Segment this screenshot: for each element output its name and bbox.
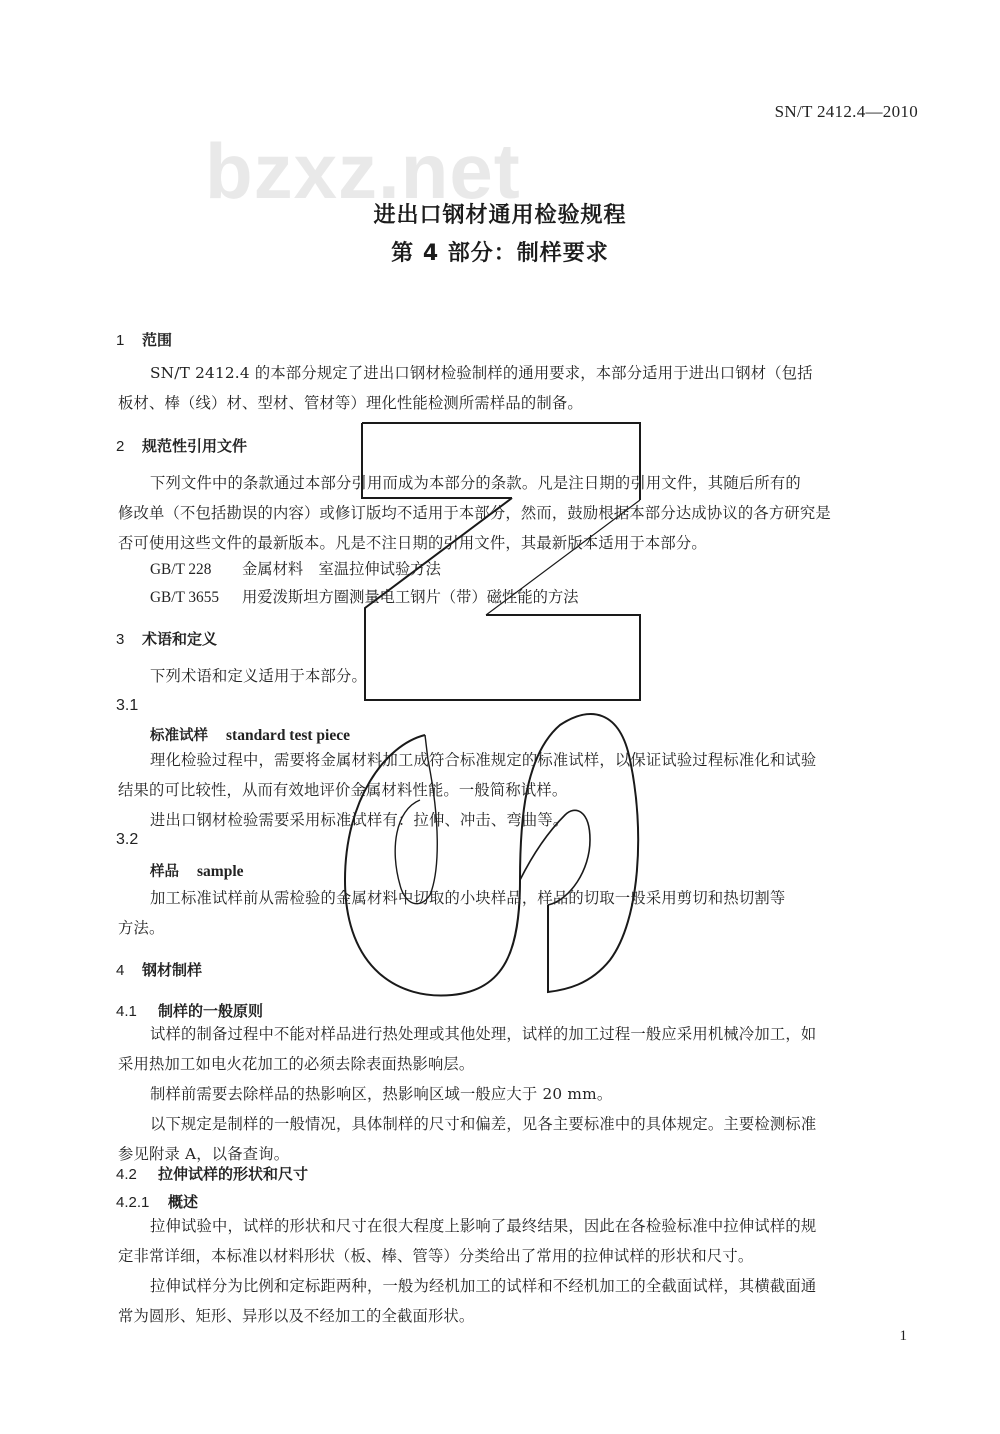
document-title: 进出口钢材通用检验规程 bbox=[373, 203, 627, 228]
site-watermark: bzxz.net bbox=[205, 127, 521, 215]
section-heading-2: 2 规范性引用文件 bbox=[116, 437, 248, 455]
subsection-heading-4-2: 4.2 拉伸试样的形状和尺寸 bbox=[116, 1165, 309, 1183]
section-heading-4: 4 钢材制样 bbox=[116, 961, 203, 979]
term-title: 标准试样 standard test piece bbox=[150, 727, 350, 744]
section-2-paragraph: 下列文件中的条款通过本部分引用而成为本部分的条款。凡是注日期的引用文件，其随后所有的 修改单（不包括勘误的内容）或修订版均不适用于本部分，然而，鼓励根据本部分达成协议的各方研究是 否可使用这些文件的最新版本。凡是不注日期的引用文件，其最新版本适用于本部分。 bbox=[118, 474, 831, 552]
section-heading-1: 1 范围 bbox=[116, 331, 173, 349]
term-number: 3.2 bbox=[116, 831, 139, 848]
page-number: 1 bbox=[899, 1328, 907, 1344]
subsection-4-2-1-paragraph: 拉伸试验中，试样的形状和尺寸在很大程度上影响了最终结果，因此在各检验标准中拉伸试样的规 定非常详细，本标准以材料形状（板、棒、管等）分类给出了常用的拉伸试样的形状和尺寸。 拉伸试样分为比例和定标距两种，一般为经机加工的试样和不经机加工的全截面试样，其横截面通 常为圆形、矩形、异形以及不经加工的全截面形状。 bbox=[118, 1217, 817, 1325]
subsection-4-1-paragraph: 试样的制备过程中不能对样品进行热处理或其他处理，试样的加工过程一般应采用机械冷加工，如 采用热加工如电火花加工的必须去除表面热影响层。 制样前需要去除样品的热影响区，热影响区域一般应大于 20 mm。 以下规定是制样的一般情况，具体制样的尺寸和偏差，见各主要标准中的具体规定。主要检测标准 参见附录 A，以备查询。 bbox=[118, 1025, 817, 1163]
term-number: 3.1 bbox=[116, 697, 139, 714]
subsection-heading-4-1: 4.1 制样的一般原则 bbox=[116, 1002, 264, 1020]
document-subtitle: 第 4 部分：制样要求 bbox=[391, 241, 609, 266]
term-title: 样品 sample bbox=[150, 863, 244, 880]
section-3-intro: 下列术语和定义适用于本部分。 bbox=[150, 667, 367, 685]
section-heading-3: 3 术语和定义 bbox=[116, 630, 218, 648]
term-definition: 理化检验过程中，需要将金属材料加工成符合标准规定的标准试样，以保证试验过程标准化和试验 结果的可比较性，从而有效地评价金属材料性能。一般简称试样。 进出口钢材检验需要采用标准试样有：拉伸、冲击、弯曲等。 bbox=[118, 751, 817, 829]
standard-number: SN/T 2412.4—2010 bbox=[774, 102, 918, 121]
section-1-paragraph: SN/T 2412.4 的本部分规定了进出口钢材检验制样的通用要求，本部分适用于进出口钢材（包括 板材、棒（线）材、型材、管材等）理化性能检测所需样品的制备。 bbox=[118, 364, 813, 412]
term-definition: 加工标准试样前从需检验的金属材料中切取的小块样品，样品的切取一般采用剪切和热切割等 方法。 bbox=[118, 889, 786, 937]
subsection-heading-4-2-1: 4.2.1 概述 bbox=[116, 1193, 199, 1211]
reference-item: GB/T 228 金属材料 室温拉伸试验方法 bbox=[150, 560, 441, 578]
reference-item: GB/T 3655 用爱泼斯坦方圈测量电工钢片（带）磁性能的方法 bbox=[150, 588, 579, 606]
